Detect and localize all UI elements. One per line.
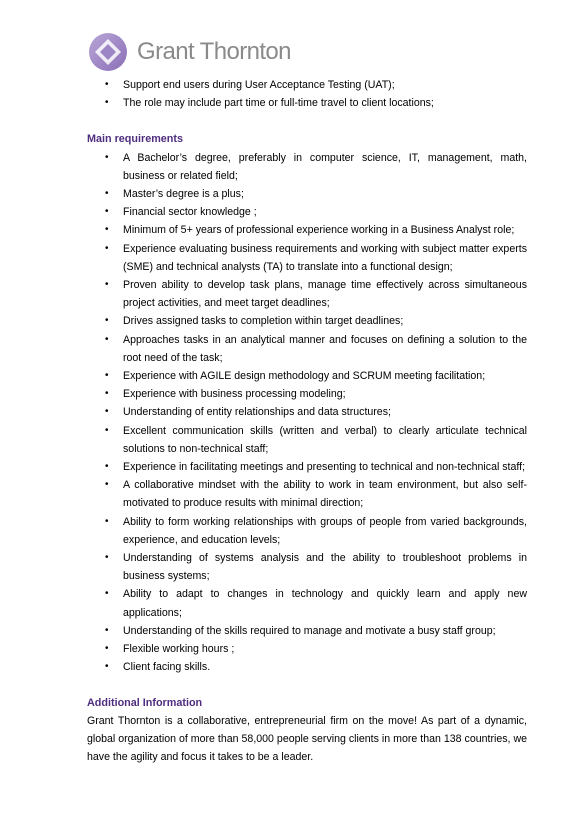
list-item: • Understanding of entity relationships and data structures;: [87, 403, 527, 421]
list-item: • Experience with business processing modeling;: [87, 385, 527, 403]
company-logo: [88, 32, 291, 72]
list-item: • Experience evaluating business requirements and working with subject matter experts (SME) and technical analysts (TA) to translate into a functional design;: [87, 240, 527, 276]
list-item: • Support end users during User Acceptance Testing (UAT);: [87, 76, 527, 94]
list-item: • A Bachelor’s degree, preferably in computer science, IT, management, math, business or related field;: [87, 149, 527, 185]
list-item: • Flexible working hours ;: [87, 640, 527, 658]
list-item: • Ability to adapt to changes in technology and quickly learn and apply new applications;: [87, 585, 527, 621]
additional-information-paragraph: Grant Thornton is a collaborative, entrepreneurial firm on the move! As part of a dynamic, global organization of more than 58,000 people serving clients in more than 138 countries, we have the agility and focus it takes to be a leader.: [87, 714, 527, 764]
list-item: • Financial sector knowledge ;: [87, 203, 527, 221]
list-item: • Understanding of systems analysis and the ability to troubleshoot problems in business systems;: [87, 549, 527, 585]
list-item: • The role may include part time or full-time travel to client locations;: [87, 94, 527, 112]
section-heading-main-requirements: Main requirements: [87, 133, 183, 146]
list-item: • Ability to form working relationships with groups of people from varied backgrounds, experience, and education levels;: [87, 513, 527, 549]
list-item: • Minimum of 5+ years of professional experience working in a Business Analyst role;: [87, 221, 527, 239]
list-item: • Master’s degree is a plus;: [87, 185, 527, 203]
list-item: • Client facing skills.: [87, 658, 527, 676]
document-body: [87, 76, 527, 766]
grant-thornton-logo-icon: [88, 32, 128, 72]
requirements-list: [87, 149, 527, 677]
list-item: • Excellent communication skills (written and verbal) to clearly articulate technical solutions to non-technical staff;: [87, 422, 527, 458]
list-item: • Experience with AGILE design methodology and SCRUM meeting facilitation;: [87, 367, 527, 385]
top-bullet-list: [87, 76, 527, 112]
section-heading-additional-information: Additional Information: [87, 696, 203, 709]
list-item: • Approaches tasks in an analytical manner and focuses on defining a solution to the root need of the task;: [87, 331, 527, 367]
list-item: • Understanding of the skills required to manage and motivate a busy staff group;: [87, 622, 527, 640]
list-item: • Drives assigned tasks to completion within target deadlines;: [87, 312, 527, 330]
list-item: • Experience in facilitating meetings and presenting to technical and non-technical staff;: [87, 458, 527, 476]
list-item: • Proven ability to develop task plans, manage time effectively across simultaneous project activities, and meet target deadlines;: [87, 276, 527, 312]
company-name: Grant Thornton: [137, 38, 291, 65]
list-item: • A collaborative mindset with the ability to work in team environment, but also self-motivated to produce results with minimal direction;: [87, 476, 527, 512]
